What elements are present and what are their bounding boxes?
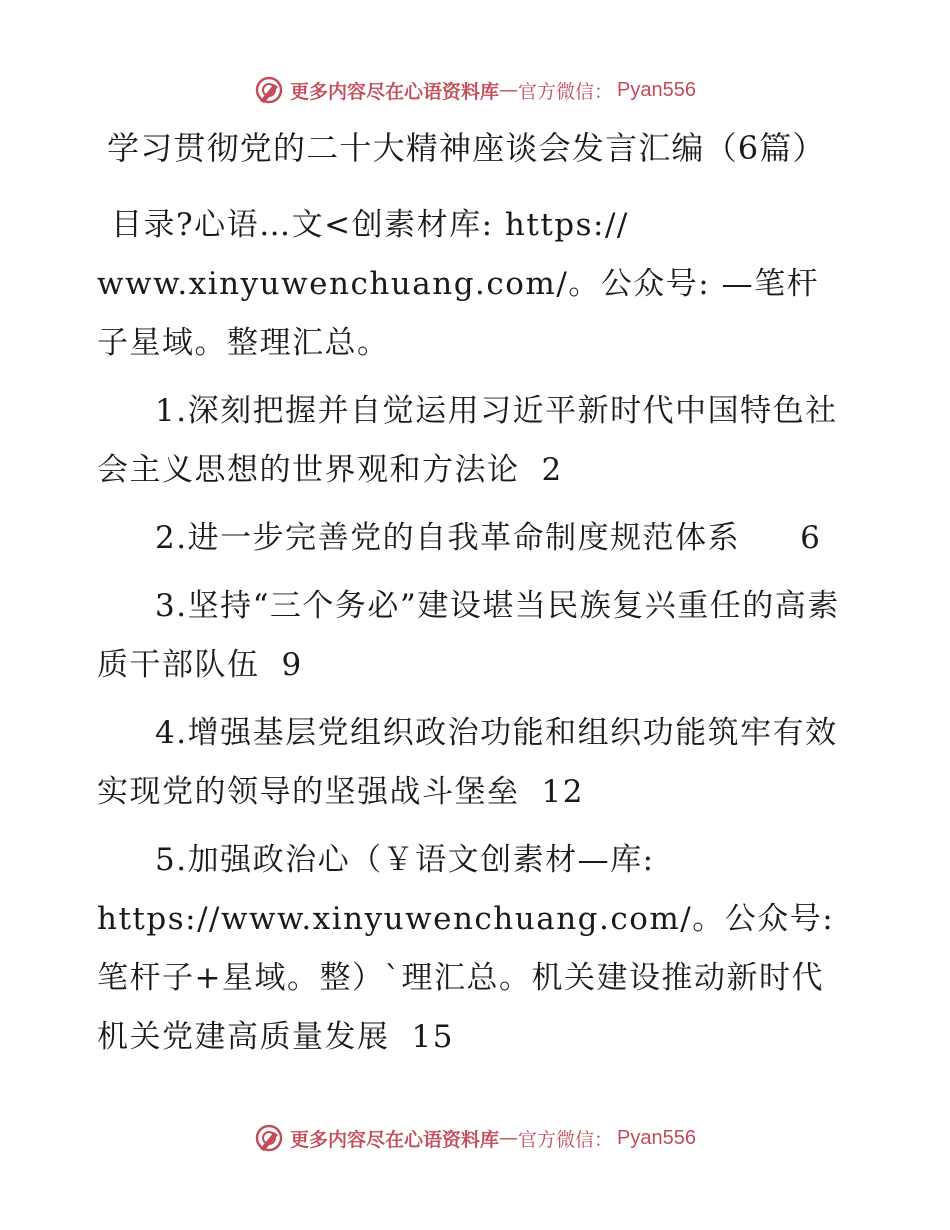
toc-item-1 <box>97 382 847 500</box>
toc-item-page: 9 <box>281 647 303 683</box>
toc-item-text: 4.增强基层党组织政治功能和组织功能筑牢有效实现党的领导的坚强战斗堡垒 <box>97 715 838 810</box>
document-body <box>97 122 847 1067</box>
banner-site-text: 更多内容尽在心语资料库 <box>290 80 500 103</box>
toc-item-text: 3.坚持“三个务必”建设堪当民族复兴重任的高素质干部队伍 <box>97 588 840 683</box>
toc-item-page: 12 <box>541 774 584 810</box>
toc-item-page: 6 <box>800 520 822 556</box>
toc-intro-line1: 目录?心语…文<创素材库: https:// <box>111 207 629 243</box>
toc-item-text: 5.加强政治心（￥语文创素材—库: https://www.xinyuwenchuang.com/。公众号: 笔杆子+星域。整）`理汇总。机关建设推动新时代机关党建高质量发展 <box>97 842 835 1055</box>
banner-dash: — <box>499 79 519 101</box>
toc-item-3 <box>97 577 847 695</box>
watermark-banner-bottom <box>0 1118 950 1158</box>
banner-site-text: 更多内容尽在心语资料库 <box>290 1128 500 1151</box>
toc-intro <box>97 196 847 373</box>
pen-logo-icon <box>254 1123 284 1153</box>
toc-item-2 <box>97 509 847 568</box>
toc-item-text: 2.进一步完善党的自我革命制度规范体系 <box>155 520 741 556</box>
banner-official-label: 官方微信： <box>518 80 614 103</box>
toc-intro-line2: www.xinyuwenchuang.com/。公众号: —笔杆子星域。整理汇总。 <box>97 266 820 361</box>
banner-dash: — <box>499 1127 519 1149</box>
watermark-banner-top <box>0 70 950 110</box>
banner-account: Pyan556 <box>617 1126 696 1149</box>
toc-item-4 <box>97 704 847 822</box>
toc-item-page: 2 <box>541 452 563 488</box>
banner-account: Pyan556 <box>617 78 696 101</box>
toc-item-text: 1.深刻把握并自觉运用习近平新时代中国特色社会主义思想的世界观和方法论 <box>97 393 838 488</box>
banner-official-label: 官方微信： <box>518 1128 614 1151</box>
pen-logo-icon <box>254 75 284 105</box>
document-title: 学习贯彻党的二十大精神座谈会发言汇编（6篇） <box>107 129 826 167</box>
toc-item-5 <box>97 831 847 1067</box>
toc-item-page: 15 <box>411 1019 454 1055</box>
